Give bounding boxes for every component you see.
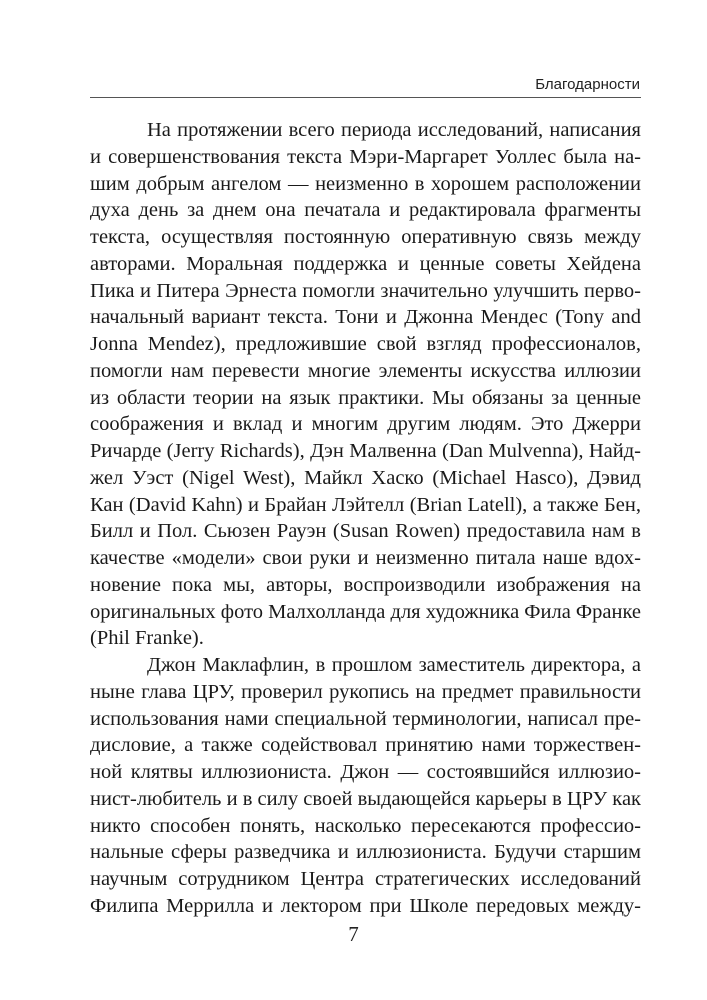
text-line: нист-любитель и в силу своей выдающейся карьеры в ЦРУ как	[90, 787, 641, 810]
page-number: 7	[348, 922, 359, 946]
text-line: никто способен понять, насколько пересекаются профессио-	[90, 814, 641, 837]
text-line: нальные сферы разведчика и иллюзиониста. Будучи старшим	[90, 841, 641, 864]
paragraph	[90, 652, 641, 920]
text-line: новение пока мы, авторы, воспроизводили изображения на	[90, 573, 641, 596]
header-rule	[90, 97, 641, 98]
text-line: текста, осуществляя постоянную оперативную связь между	[90, 226, 641, 248]
text-line: ной клятвы иллюзиониста. Джон — состоявшийся иллюзио-	[90, 761, 641, 783]
text-line: и совершенствования текста Мэри-Маргарет Уоллес была на-	[90, 145, 641, 168]
text-line: оригинальных фото Малхолланда для художника Фила Франке	[90, 600, 641, 623]
paragraph	[90, 117, 641, 652]
text-line: Ричарде (Jerry Richards), Дэн Малвенна (Dan Mulvenna), Найд-	[90, 440, 641, 462]
text-line: (Phil Franke).	[90, 627, 204, 650]
text-line: помогли нам перевести многие элементы искусства иллюзии	[90, 359, 641, 382]
text-line: Филипа Меррилла и лектором при Школе передовых между-	[90, 894, 641, 917]
running-header: Благодарности	[535, 76, 640, 93]
text-line: качестве «модели» свои руки и неизменно питала наше вдох-	[90, 547, 641, 569]
text-line: Кан (David Kahn) и Брайан Лэйтелл (Brian Latell), а также Бен,	[90, 493, 641, 516]
text-line: Билл и Пол. Сьюзен Рауэн (Susan Rowen) предоставила нам в	[90, 520, 641, 543]
text-line: из области теории на язык практики. Мы обязаны за ценные	[90, 386, 641, 409]
text-line: использования нами специальной терминологии, написал пре-	[90, 707, 641, 730]
text-line: Пика и Питера Эрнеста помогли значительно улучшить перво-	[90, 279, 641, 302]
text-line: духа день за днем она печатала и редактировала фрагменты	[90, 199, 641, 222]
text-line: Jonna Mendez), предложившие свой взгляд профессионалов,	[90, 333, 641, 355]
text-line: соображения и вклад и многим другим людям. Это Джерри	[90, 413, 641, 436]
text-line: дисловие, а также содействовал принятию нами торжествен-	[90, 734, 641, 757]
text-line: авторами. Моральная поддержка и ценные советы Хейдена	[90, 252, 641, 275]
text-line: ныне глава ЦРУ, проверил рукопись на предмет правильности	[90, 680, 641, 703]
text-line: шим добрым ангелом — неизменно в хорошем расположении	[90, 172, 641, 195]
text-line: начальный вариант текста. Тони и Джонна Мендес (Tony and	[90, 306, 641, 329]
text-line: жел Уэст (Nigel West), Майкл Хаско (Michael Hasco), Дэвид	[90, 466, 641, 489]
text-line: Джон Маклафлин, в прошлом заместитель директора, а	[147, 654, 641, 676]
text-line: научным сотрудником Центра стратегических исследований	[90, 868, 641, 890]
body-text	[90, 117, 641, 920]
text-line: На протяжении всего периода исследований, написания	[147, 119, 641, 141]
